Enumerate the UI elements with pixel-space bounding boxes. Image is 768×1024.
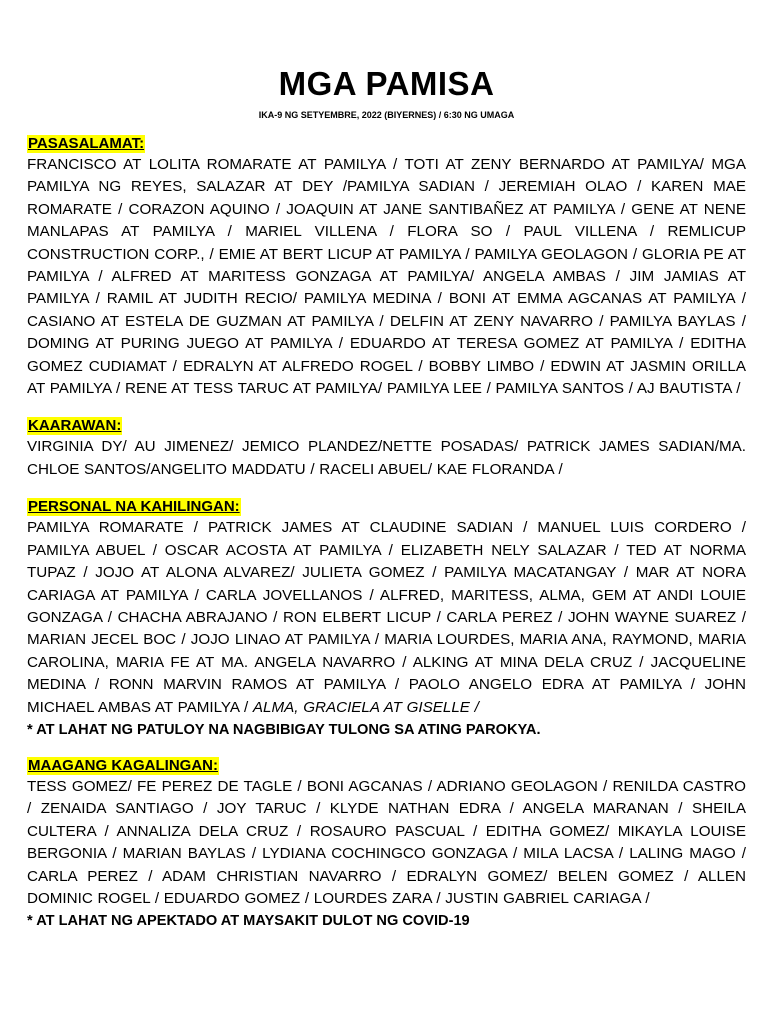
section-text-pasasalamat: FRANCISCO AT LOLITA ROMARATE AT PAMILYA / TOTI AT ZENY BERNARDO AT PAMILYA/ MGA PAMILYA NG REYES, SALAZAR AT DEY /PAMILYA SADIAN / JEREMIAH OLAO / KAREN MAE ROMARATE / CORAZON AQUINO / JOAQUIN AT JANE SANTIBAÑEZ AT PAMILYA / GENE AT NENE MANLAPAS AT PAMILYA / MARIEL VILLENA / FLORA SO / PAUL VILLENA / REMLICUP CONSTRUCTION CORP., / EMIE AT BERT LICUP AT PAMILYA / PAMILYA GEOLAGON / GLORIA PE AT PAMILYA / ALFRED AT MARITESS GONZAGA AT PAMILYA/ ANGELA AMBAS / JIM JAMIAS AT PAMILYA / RAMIL AT JUDITH RECIO/ PAMILYA MEDINA / BONI AT EMMA AGCANAS AT PAMILYA / CASIANO AT ESTELA DE GUZMAN AT PAMILYA / DELFIN AT ZENY NAVARRO / PAMILYA BAYLAS / DOMING AT PURING JUEGO AT PAMILYA / EDUARDO AT TERESA GOMEZ AT PAMILYA / EDITHA GOMEZ CUDIAMAT / EDRALYN AT ALFREDO ROGEL / BOBBY LIMBO / EDWIN AT JASMIN ORILLA AT PAMILYA / RENE AT TESS TARUC AT PAMILYA/ PAMILYA LEE / PAMILYA SANTOS / AJ BAUTISTA / [27,156,746,398]
section-heading-personal: PERSONAL NA KAHILINGAN: [28,498,240,516]
section-text-personal-main: PAMILYA ROMARATE / PATRICK JAMES AT CLAUDINE SADIAN / MANUEL LUIS CORDERO / PAMILYA ABUEL / OSCAR ACOSTA AT PAMILYA / ELIZABETH NELY SALAZAR / TED AT NORMA TUPAZ / JOJO AT ALONA ALVAREZ/ JULIETA GOMEZ / PAMILYA MACATANGAY / MAR AT NORA CARIAGA AT PAMILYA / CARLA JOVELLANOS / ALFRED, MARITESS, ALMA, GEM AT ANDI LOUIE GONZAGA / CHACHA ABRAJANO / RON ELBERT LICUP / CARLA PEREZ / JOHN WAYNE SUAREZ / MARIAN JECEL BOC / JOJO LINAO AT PAMILYA / MARIA LOURDES, MARIA ANA, RAYMOND, MARIA CAROLINA, MARIA FE AT MA. ANGELA NAVARRO / ALKING AT MINA DELA CRUZ / JACQUELINE MEDINA / RONN MARVIN RAMOS AT PAMILYA / PAOLO ANGELO EDRA AT PAMILYA / JOHN MICHAEL AMBAS AT PAMILYA / [27,519,746,716]
section-heading-kaarawan: KAARAWAN: [28,417,122,435]
section-pasasalamat [27,135,746,400]
section-note-personal: * AT LAHAT NG PATULOY NA NAGBIBIGAY TULONG SA ATING PAROKYA. [27,721,541,738]
page-subtitle: IKA-9 NG SETYEMBRE, 2022 (BIYERNES) / 6:30 NG UMAGA [258,110,515,120]
section-text-personal-italic: ALMA, GRACIELA AT GISELLE / [252,698,479,716]
section-text-kagalingan: TESS GOMEZ/ FE PEREZ DE TAGLE / BONI AGCANAS / ADRIANO GEOLAGON / RENILDA CASTRO / ZENAIDA SANTIAGO / JOY TARUC / KLYDE NATHAN EDRA / ANGELA MARANAN / SHEILA CULTERA / ANNALIZA DELA CRUZ / ROSAURO PASCUAL / EDITHA GOMEZ/ MIKAYLA LOUISE BERGONIA / MARIAN BAYLAS / LYDIANA COCHINGCO GONZAGA / MILA LACSA / LALING MAGO / CARLA PEREZ / ADAM CHRISTIAN NAVARRO / EDRALYN GOMEZ/ BELEN GOMEZ / ALLEN DOMINIC ROGEL / EDUARDO GOMEZ / LOURDES ZARA / JUSTIN GABRIEL CARIAGA / [27,777,746,907]
section-kaarawan [27,417,746,481]
section-text-kaarawan: VIRGINIA DY/ AU JIMENEZ/ JEMICO PLANDEZ/NETTE POSADAS/ PATRICK JAMES SADIAN/MA. CHLOE SANTOS/ANGELITO MADDATU / RACELI ABUEL/ KAE FLORANDA / [27,438,746,478]
section-heading-pasasalamat: PASASALAMAT: [28,135,145,152]
section-note-kagalingan: * AT LAHAT NG APEKTADO AT MAYSAKIT DULOT NG COVID-19 [27,913,470,930]
section-kagalingan [27,757,746,931]
page-title: MGA PAMISA [278,65,495,102]
section-heading-kagalingan: MAAGANG KAGALINGAN: [28,756,218,774]
section-text-personal [27,517,746,719]
section-personal [27,498,746,740]
